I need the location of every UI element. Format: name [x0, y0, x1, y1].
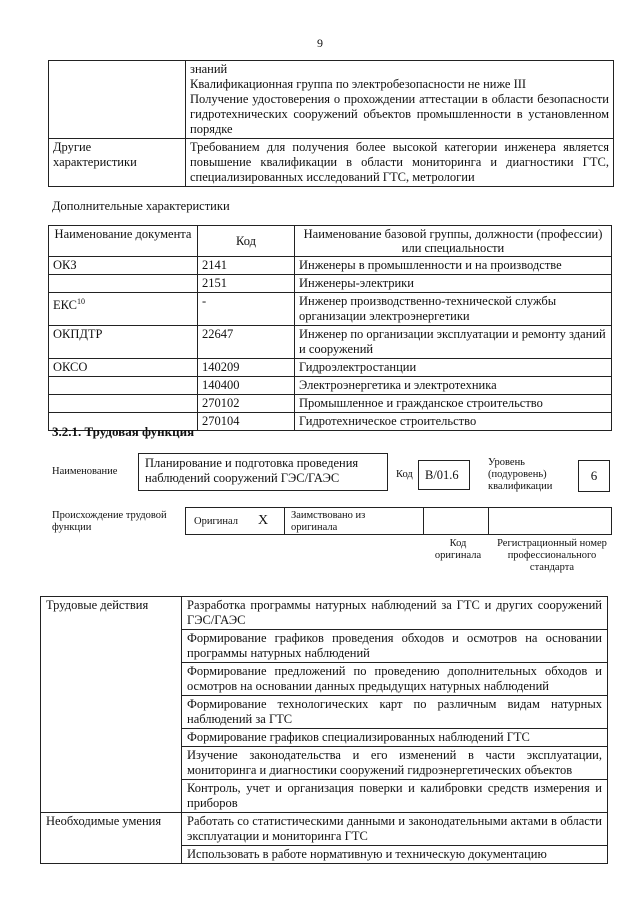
text-line: Получение удостоверения о прохождении аттестации в области безопасности гидротехнических сооружений объектов промышленности в установленном порядке	[190, 92, 609, 136]
column-header: Наименование документа	[49, 226, 198, 257]
code-cell: 270102	[198, 395, 295, 413]
top-table	[48, 60, 614, 187]
doc-cell	[49, 293, 198, 326]
table-row	[49, 326, 612, 359]
name-cell: Инженер по организации эксплуатации и ремонту зданий и сооружений	[295, 326, 612, 359]
table-cell: Разработка программы натурных наблюдений за ГТС и других сооружений ГЭС/ГАЭС	[182, 597, 608, 630]
reg-number-cell	[488, 507, 612, 535]
doc-cell	[49, 377, 198, 395]
table-cell: Формирование графиков проведения обходов и осмотров на основании программы натурных наблюдений	[182, 630, 608, 663]
labor-function-table	[40, 596, 608, 864]
section-heading: Дополнительные характеристики	[52, 199, 230, 213]
code-cell: 140400	[198, 377, 295, 395]
function-heading: 3.2.1. Трудовая функция	[52, 424, 195, 439]
code-original-cell	[423, 507, 489, 535]
text-line: знаний	[190, 62, 228, 76]
code-value: B/01.6	[425, 468, 459, 482]
doc-cell	[49, 395, 198, 413]
level-value: 6	[590, 468, 598, 483]
table-row	[49, 61, 614, 139]
table-row	[49, 293, 612, 326]
name-cell: Гидроэлектростанции	[295, 359, 612, 377]
page-number: 9	[317, 36, 323, 50]
table-cell: Использовать в работе нормативную и техническую документацию	[182, 846, 608, 864]
table-row	[49, 275, 612, 293]
table-header-row	[49, 226, 612, 257]
table-cell: Работать со статистическими данными и законодательными актами в области эксплуатации и мониторинга ГТС	[182, 813, 608, 846]
origin-label: Происхождение трудовой функции	[52, 510, 167, 533]
function-name-value: Планирование и подготовка проведения наблюдений сооружений ГЭС/ГАЭС	[145, 456, 359, 485]
section-label: Необходимые умения	[41, 813, 182, 864]
code-cell: 2151	[198, 275, 295, 293]
borrowed-cell	[284, 507, 424, 535]
table-cell: Формирование графиков специализированных наблюдений ГТС	[182, 729, 608, 747]
table-row	[49, 395, 612, 413]
table-cell: Формирование технологических карт по различным видам натурных наблюдений за ГТС	[182, 696, 608, 729]
code-label: Код	[396, 469, 413, 480]
code-cell: 22647	[198, 326, 295, 359]
name-cell: Инженеры-электрики	[295, 275, 612, 293]
level-label: Уровень (подуровень) квалификации	[488, 457, 553, 492]
row-label: Другие характеристики	[49, 139, 186, 187]
table-row	[49, 257, 612, 275]
doc-cell: ОКСО	[49, 359, 198, 377]
table-cell: Контроль, учет и организация поверки и калибровки средств измерения и приборов	[182, 780, 608, 813]
table-row	[41, 813, 608, 846]
name-cell: Электроэнергетика и электротехника	[295, 377, 612, 395]
name-label: Наименование	[52, 466, 118, 477]
table-cell: Формирование предложений по проведению дополнительных обходов и осмотров на основании данных предыдущих натурных наблюдений	[182, 663, 608, 696]
row-content: Требованием для получения более высокой категории инженера является повышение квалификации в области мониторинга и диагностики ГТС, специализированных исследований ГТС, метрологии	[186, 139, 614, 187]
original-cell	[185, 507, 285, 535]
table-row	[49, 377, 612, 395]
column-header: Наименование базовой группы, должности (профессии) или специальности	[295, 226, 612, 257]
section-label: Трудовые действия	[41, 597, 182, 813]
code-original-caption: Код оригинала	[434, 538, 482, 561]
name-cell: Промышленное и гражданское строительство	[295, 395, 612, 413]
additional-table	[48, 225, 612, 431]
doc-cell: ОКЗ	[49, 257, 198, 275]
table-row	[49, 139, 614, 187]
code-cell: 2141	[198, 257, 295, 275]
doc-cell	[49, 275, 198, 293]
name-cell: Инженер производственно-технической службы организации электроэнергетики	[295, 293, 612, 326]
level-box	[578, 460, 610, 492]
doc-cell: ОКПДТР	[49, 326, 198, 359]
column-header: Код	[198, 226, 295, 257]
code-cell: -	[198, 293, 295, 326]
doc-name: ЕКС	[53, 298, 77, 313]
function-name-box	[138, 453, 388, 491]
table-cell: Изучение законодательства и его изменений в части эксплуатации, мониторинга и диагностики сооружений гидроэнергетических объектов	[182, 747, 608, 780]
name-cell: Инженеры в промышленности и на производстве	[295, 257, 612, 275]
row-label	[49, 61, 186, 139]
borrowed-label: Заимствовано из оригинала	[291, 510, 366, 533]
name-cell: Гидротехническое строительство	[295, 413, 612, 431]
table-row	[49, 359, 612, 377]
original-label: Оригинал	[194, 516, 238, 527]
row-content	[186, 61, 614, 139]
table-row	[41, 597, 608, 630]
original-mark: X	[258, 513, 269, 528]
text-line: Квалификационная группа по электробезопасности не ниже III	[190, 77, 527, 91]
reg-number-caption: Регистрационный номер профессионального стандарта	[497, 538, 607, 573]
code-cell: 140209	[198, 359, 295, 377]
code-box	[418, 460, 470, 490]
footnote-mark: 10	[77, 297, 85, 306]
code-cell: 270104	[198, 413, 295, 431]
